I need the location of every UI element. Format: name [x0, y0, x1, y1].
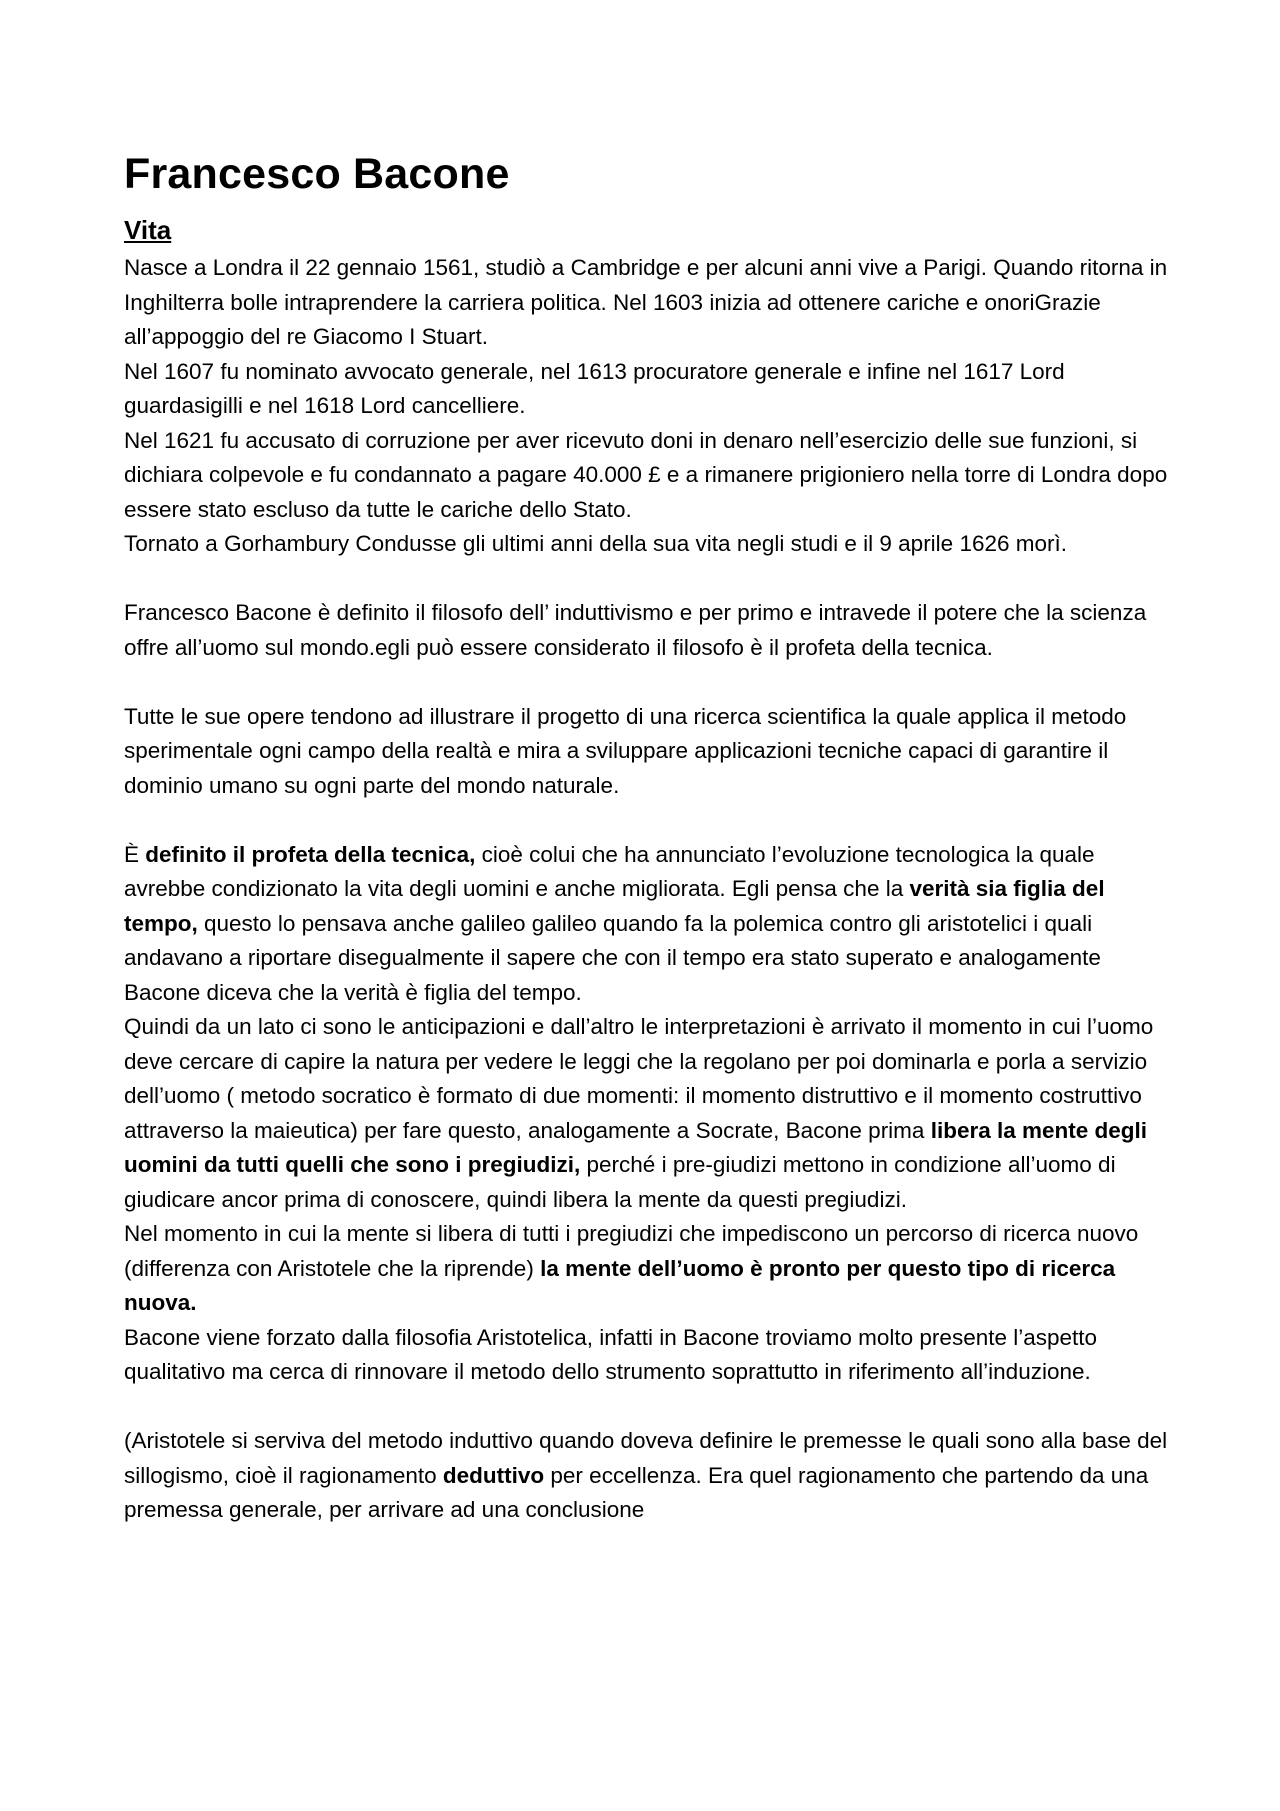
paragraph-gap [124, 665, 1174, 700]
text-run: cioè colui che ha annunciato l’evoluzione tecnologica la quale avrebbe condizionato la vita degli uomini e anche migliorata. Egli pensa che la [124, 841, 1095, 901]
document-page [124, 150, 1174, 1528]
text-run: Nel momento in cui la mente si libera di tutti i pregiudizi che impediscono un percorso di ricerca nuovo (differenza con Aristotele che la riprende) [124, 1221, 1139, 1281]
bold-text-run: definito il profeta della tecnica, [145, 841, 476, 867]
text-run: per eccellenza. Era quel ragionamento che partendo da una premessa generale, per arrivare ad una conclusione [124, 1462, 1149, 1522]
text-run: Quindi da un lato ci sono le anticipazioni e dall’altro le interpretazioni è arrivato il momento in cui l’uomo deve cercare di capire la natura per vedere le leggi che la regolano per poi dominarla e porla a servizio dell’uomo ( metodo socratico è formato di due momenti: il momento distruttivo e il momento costruttivo attraverso la maieutica) per fare questo, analogamente a Socrate, Bacone prima [124, 1014, 1154, 1143]
text-run: perché i pre-giudizi mettono in condizione all’uomo di giudicare ancor prima di conoscere, quindi libera la mente da questi pregiudizi. [124, 1152, 1116, 1212]
paragraph-intro: Francesco Bacone è definito il filosofo dell’ induttivismo e per primo e intravede il potere che la scienza offre all’uomo sul mondo.egli può essere considerato il filosofo è il profeta della tecnica. [124, 600, 1147, 660]
paragraph-life-3: Nel 1621 fu accusato di corruzione per aver ricevuto doni in denaro nell’esercizio delle sue funzioni, si dichiara colpevole e fu condannato a pagare 40.000 £ e a rimanere prigioniero nella torre di Londra dopo essere stato escluso da tutte le cariche dello Stato. [124, 427, 1168, 522]
paragraph-prophet [124, 838, 1174, 1011]
paragraph-gap [124, 1390, 1174, 1425]
document-title: Francesco Bacone [124, 150, 510, 198]
bold-text-run: deduttivo [442, 1462, 545, 1488]
bold-text-run: la mente dell’uomo è pronto per questo tipo di ricerca nuova. [124, 1255, 1116, 1315]
paragraph-life-2: Nel 1607 fu nominato avvocato generale, nel 1613 procuratore generale e infine nel 1617 Lord guardasigilli e nel 1618 Lord cancelliere. [124, 358, 1065, 418]
paragraph-life-4: Tornato a Gorhambury Condusse gli ultimi anni della sua vita negli studi e il 9 aprile 1626 morì. [124, 531, 1068, 556]
paragraph-gap [124, 562, 1174, 597]
paragraph-works: Tutte le sue opere tendono ad illustrare il progetto di una ricerca scientifica la quale applica il metodo sperimentale ogni campo della realtà e mira a sviluppare applicazioni tecniche capaci di garantire il dominio umano su ogni parte del mondo naturale. [124, 703, 1127, 798]
paragraph-method [124, 1010, 1174, 1217]
paragraph-deduction [124, 1424, 1174, 1528]
bold-text-run: libera la mente degli uomini da tutti quelli che sono i pregiudizi, [124, 1117, 1148, 1177]
paragraph-life-1: Nasce a Londra il 22 gennaio 1561, studiò a Cambridge e per alcuni anni vive a Parigi. Quando ritorna in Inghilterra bolle intraprendere la carriera politica. Nel 1603 inizia ad ottenere cariche e onoriGrazie all’appoggio del re Giacomo I Stuart. [124, 255, 1168, 349]
bold-text-run: verità sia figlia del tempo, [124, 876, 1105, 936]
section-heading-vita: Vita [124, 215, 172, 245]
text-run: questo lo pensava anche galileo galileo quando fa la polemica contro gli aristotelici i quali andavano a riportare disegualmente il sapere che con il tempo era stato superato e analogamente Bacone diceva che la verità è figlia del tempo. [124, 910, 1101, 1005]
text-run: È [124, 841, 146, 867]
paragraph-gap [124, 803, 1174, 838]
paragraph-freedom [124, 1217, 1174, 1321]
text-run: (Aristotele si serviva del metodo induttivo quando doveva definire le premesse le quali sono alla base del sillogismo, cioè il ragionamento [124, 1428, 1168, 1488]
paragraph-aristotle: Bacone viene forzato dalla filosofia Aristotelica, infatti in Bacone troviamo molto presente l’aspetto qualitativo ma cerca di rinnovare il metodo dello strumento soprattutto in riferimento all’induzione. [124, 1324, 1098, 1384]
